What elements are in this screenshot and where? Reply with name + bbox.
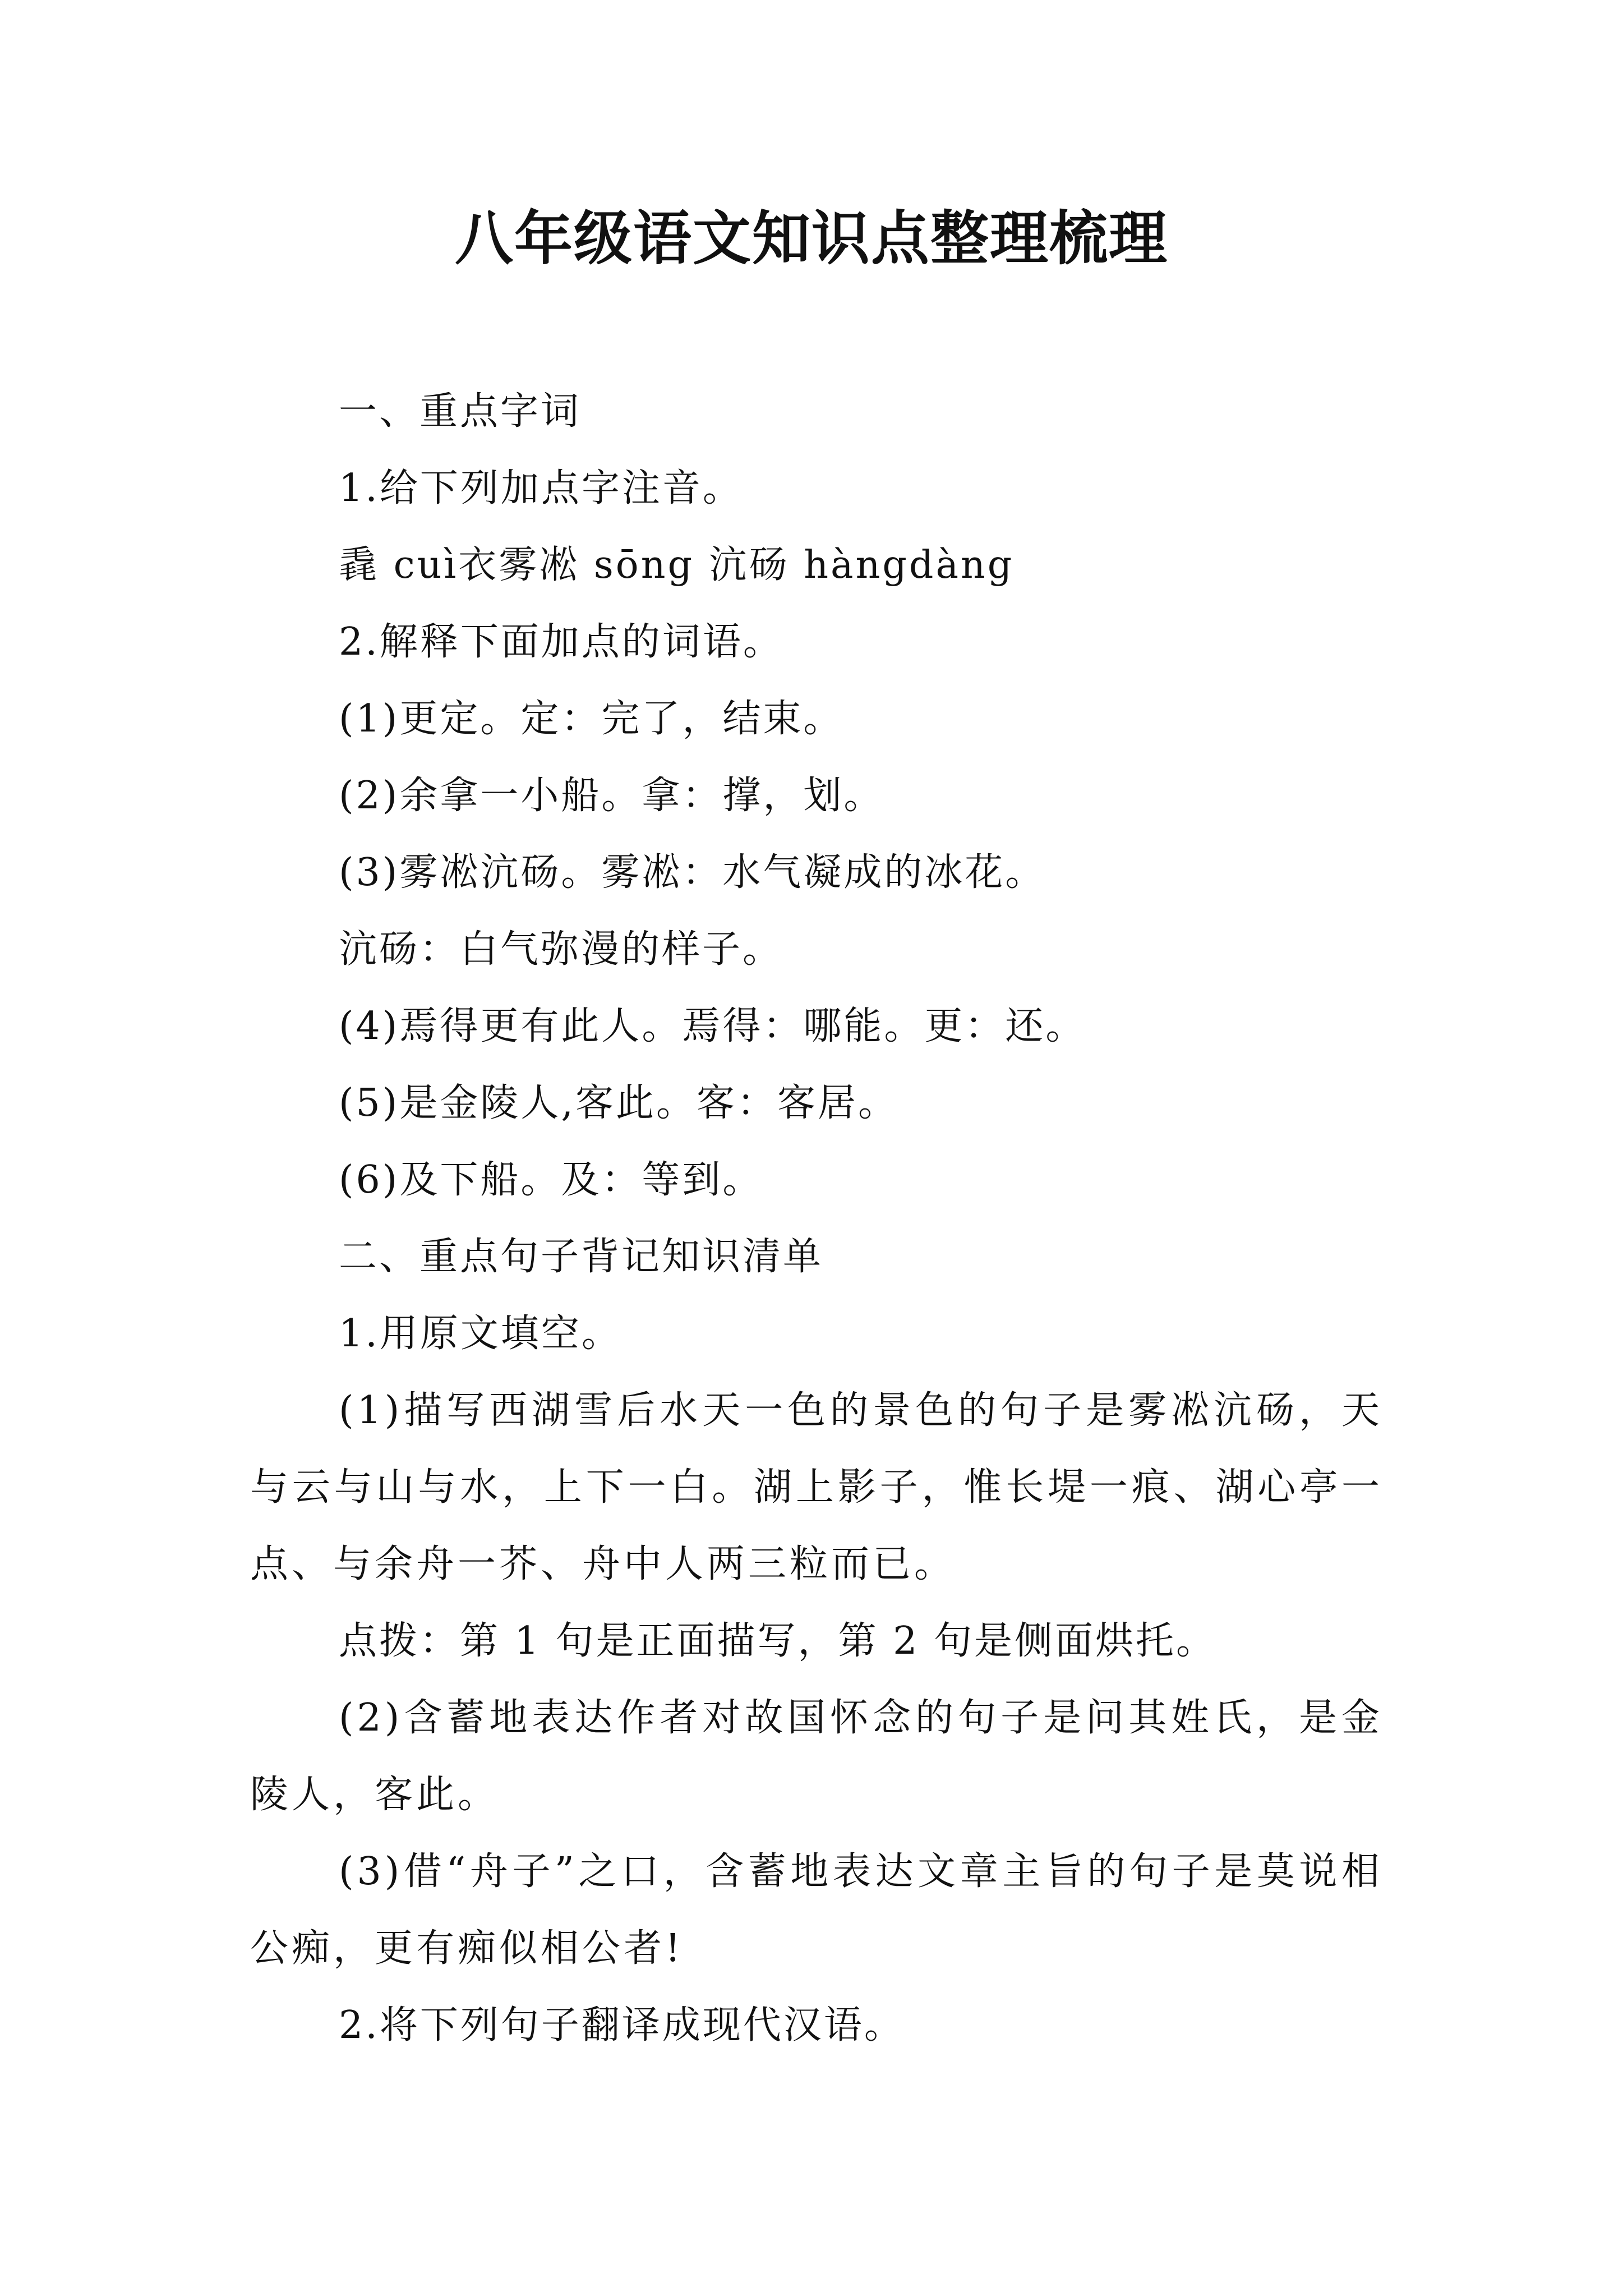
fill-answer-2: (2)含蓄地表达作者对故国怀念的句子是问其姓氏，是金陵人，客此。 (250, 1696, 1383, 1817)
question-pinyin: 1.给下列加点字注音。 (339, 466, 743, 510)
explain-item-5: (5)是金陵人,客此。客：客居。 (339, 1081, 898, 1125)
section-heading-key-words: 一、重点字词 (339, 389, 582, 434)
fill-answer-1: (1)描写西湖雪后水天一色的景色的句子是雾凇沆砀，天与云与山与水，上下一白。湖上影子，惟长堤一痕、湖心亭一点、与余舟一芥、舟中人两三粒而已。 (250, 1388, 1383, 1586)
pinyin-answer-line: 毳 cuì衣雾凇 sōng 沆砀 hàngdàng (339, 543, 1015, 587)
explain-item-4: (4)焉得更有此人。焉得：哪能。更：还。 (339, 1004, 1086, 1048)
question-fill-blanks: 1.用原文填空。 (339, 1312, 622, 1356)
explain-item-6: (6)及下船。及：等到。 (339, 1158, 763, 1202)
question-explain-words: 2.解释下面加点的词语。 (339, 620, 783, 664)
document-body (250, 373, 1383, 2064)
tip-note: 点拨：第 1 句是正面描写，第 2 句是侧面烘托。 (339, 1619, 1216, 1663)
fill-answer-3: (3)借“舟子”之口，含蓄地表达文章主旨的句子是莫说相公痴，更有痴似相公者! (250, 1849, 1383, 1971)
explain-item-1: (1)更定。定：完了，结束。 (339, 697, 844, 741)
document-title: 八年级语文知识点整理梳理 (454, 204, 1168, 273)
explain-item-2: (2)余拿一小船。拿：撑，划。 (339, 774, 884, 818)
explain-item-3-continued: 沆砀：白气弥漫的样子。 (339, 927, 783, 972)
question-translate: 2.将下列句子翻译成现代汉语。 (339, 2003, 905, 2047)
explain-item-3: (3)雾凇沆砀。雾凇：水气凝成的冰花。 (339, 850, 1046, 895)
section-heading-key-sentences: 二、重点句子背记知识清单 (339, 1235, 824, 1279)
